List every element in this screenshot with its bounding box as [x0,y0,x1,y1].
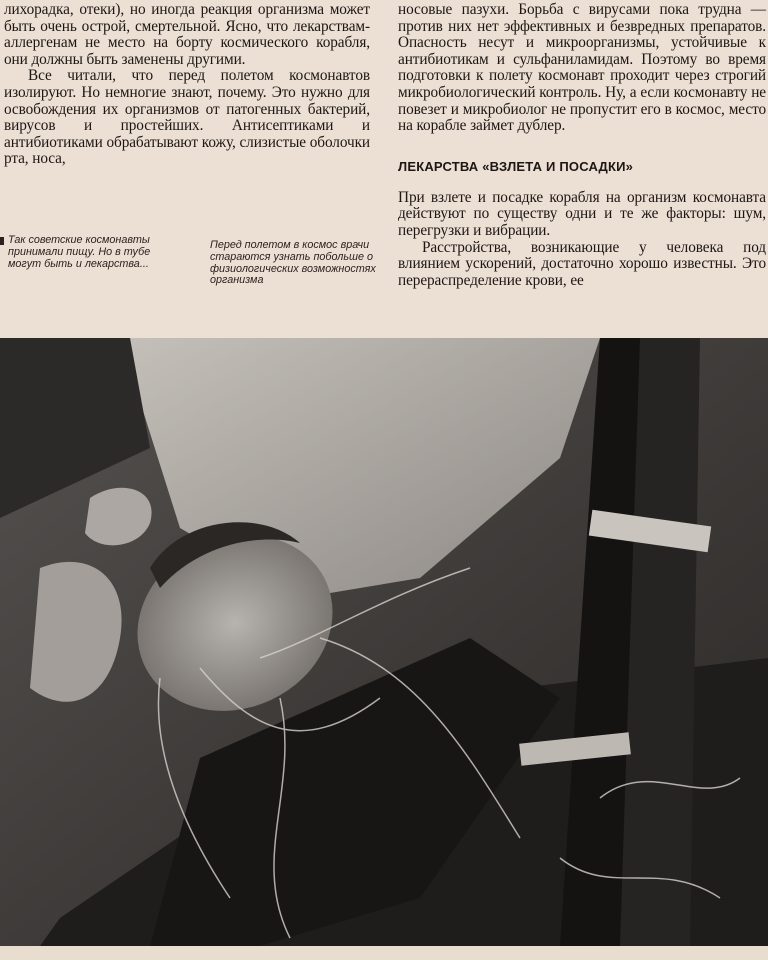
photo-caption: Так советские космонавты принимали пищу. Но в тубе могут быть и лекарства... [8,235,178,270]
paragraph: лихорадка, отеки), но иногда реакция организма может быть очень острой, смертельной. Ясно, что лекарствам-аллергенам не место на борту космического корабля, они должны быть заменены другими. [4,1,370,68]
cosmonaut-photo [0,338,768,946]
page-bottom-margin [0,946,768,960]
paragraph: При взлете и посадке корабля на организм космонавта действуют по существу одни и те же факторы: шум, перегрузки и вибрации. [398,188,766,239]
photo-caption: Перед полетом в космос врачи стараются узнать побольше о физиологических возможностях организма [210,239,376,287]
text-column-left [4,2,370,168]
text-column-right [398,2,766,289]
paragraph: Все читали, что перед полетом космонавтов изолируют. Но немногие знают, почему. Это нужно для освобождения их организмов от патогенных бактерий, вирусов и простейших. Антисептиками и антибиотиками обрабатывают кожу, слизистые оболочки рта, носа, [4,67,370,168]
section-heading: ЛЕКАРСТВА «ВЗЛЕТА И ПОСАДКИ» [398,158,634,174]
paragraph: носовые пазухи. Борьба с вирусами пока трудна — против них нет эффективных и безвредных препаратов. Опасность несут и микроорганизмы, устойчивые к антибиотикам и сульфаниламидам. Поэтому во время подготовки к полету космонавт проходит через строгий микробиологический контроль. Ну, а если космонавту не повезет и микробиолог не пропустит его в космос, место на корабле займет дублер. [398,1,766,135]
paragraph: Расстройства, возникающие у человека под влиянием ускорений, достаточно хорошо известны. Это перераспределение крови, ее [398,238,766,289]
